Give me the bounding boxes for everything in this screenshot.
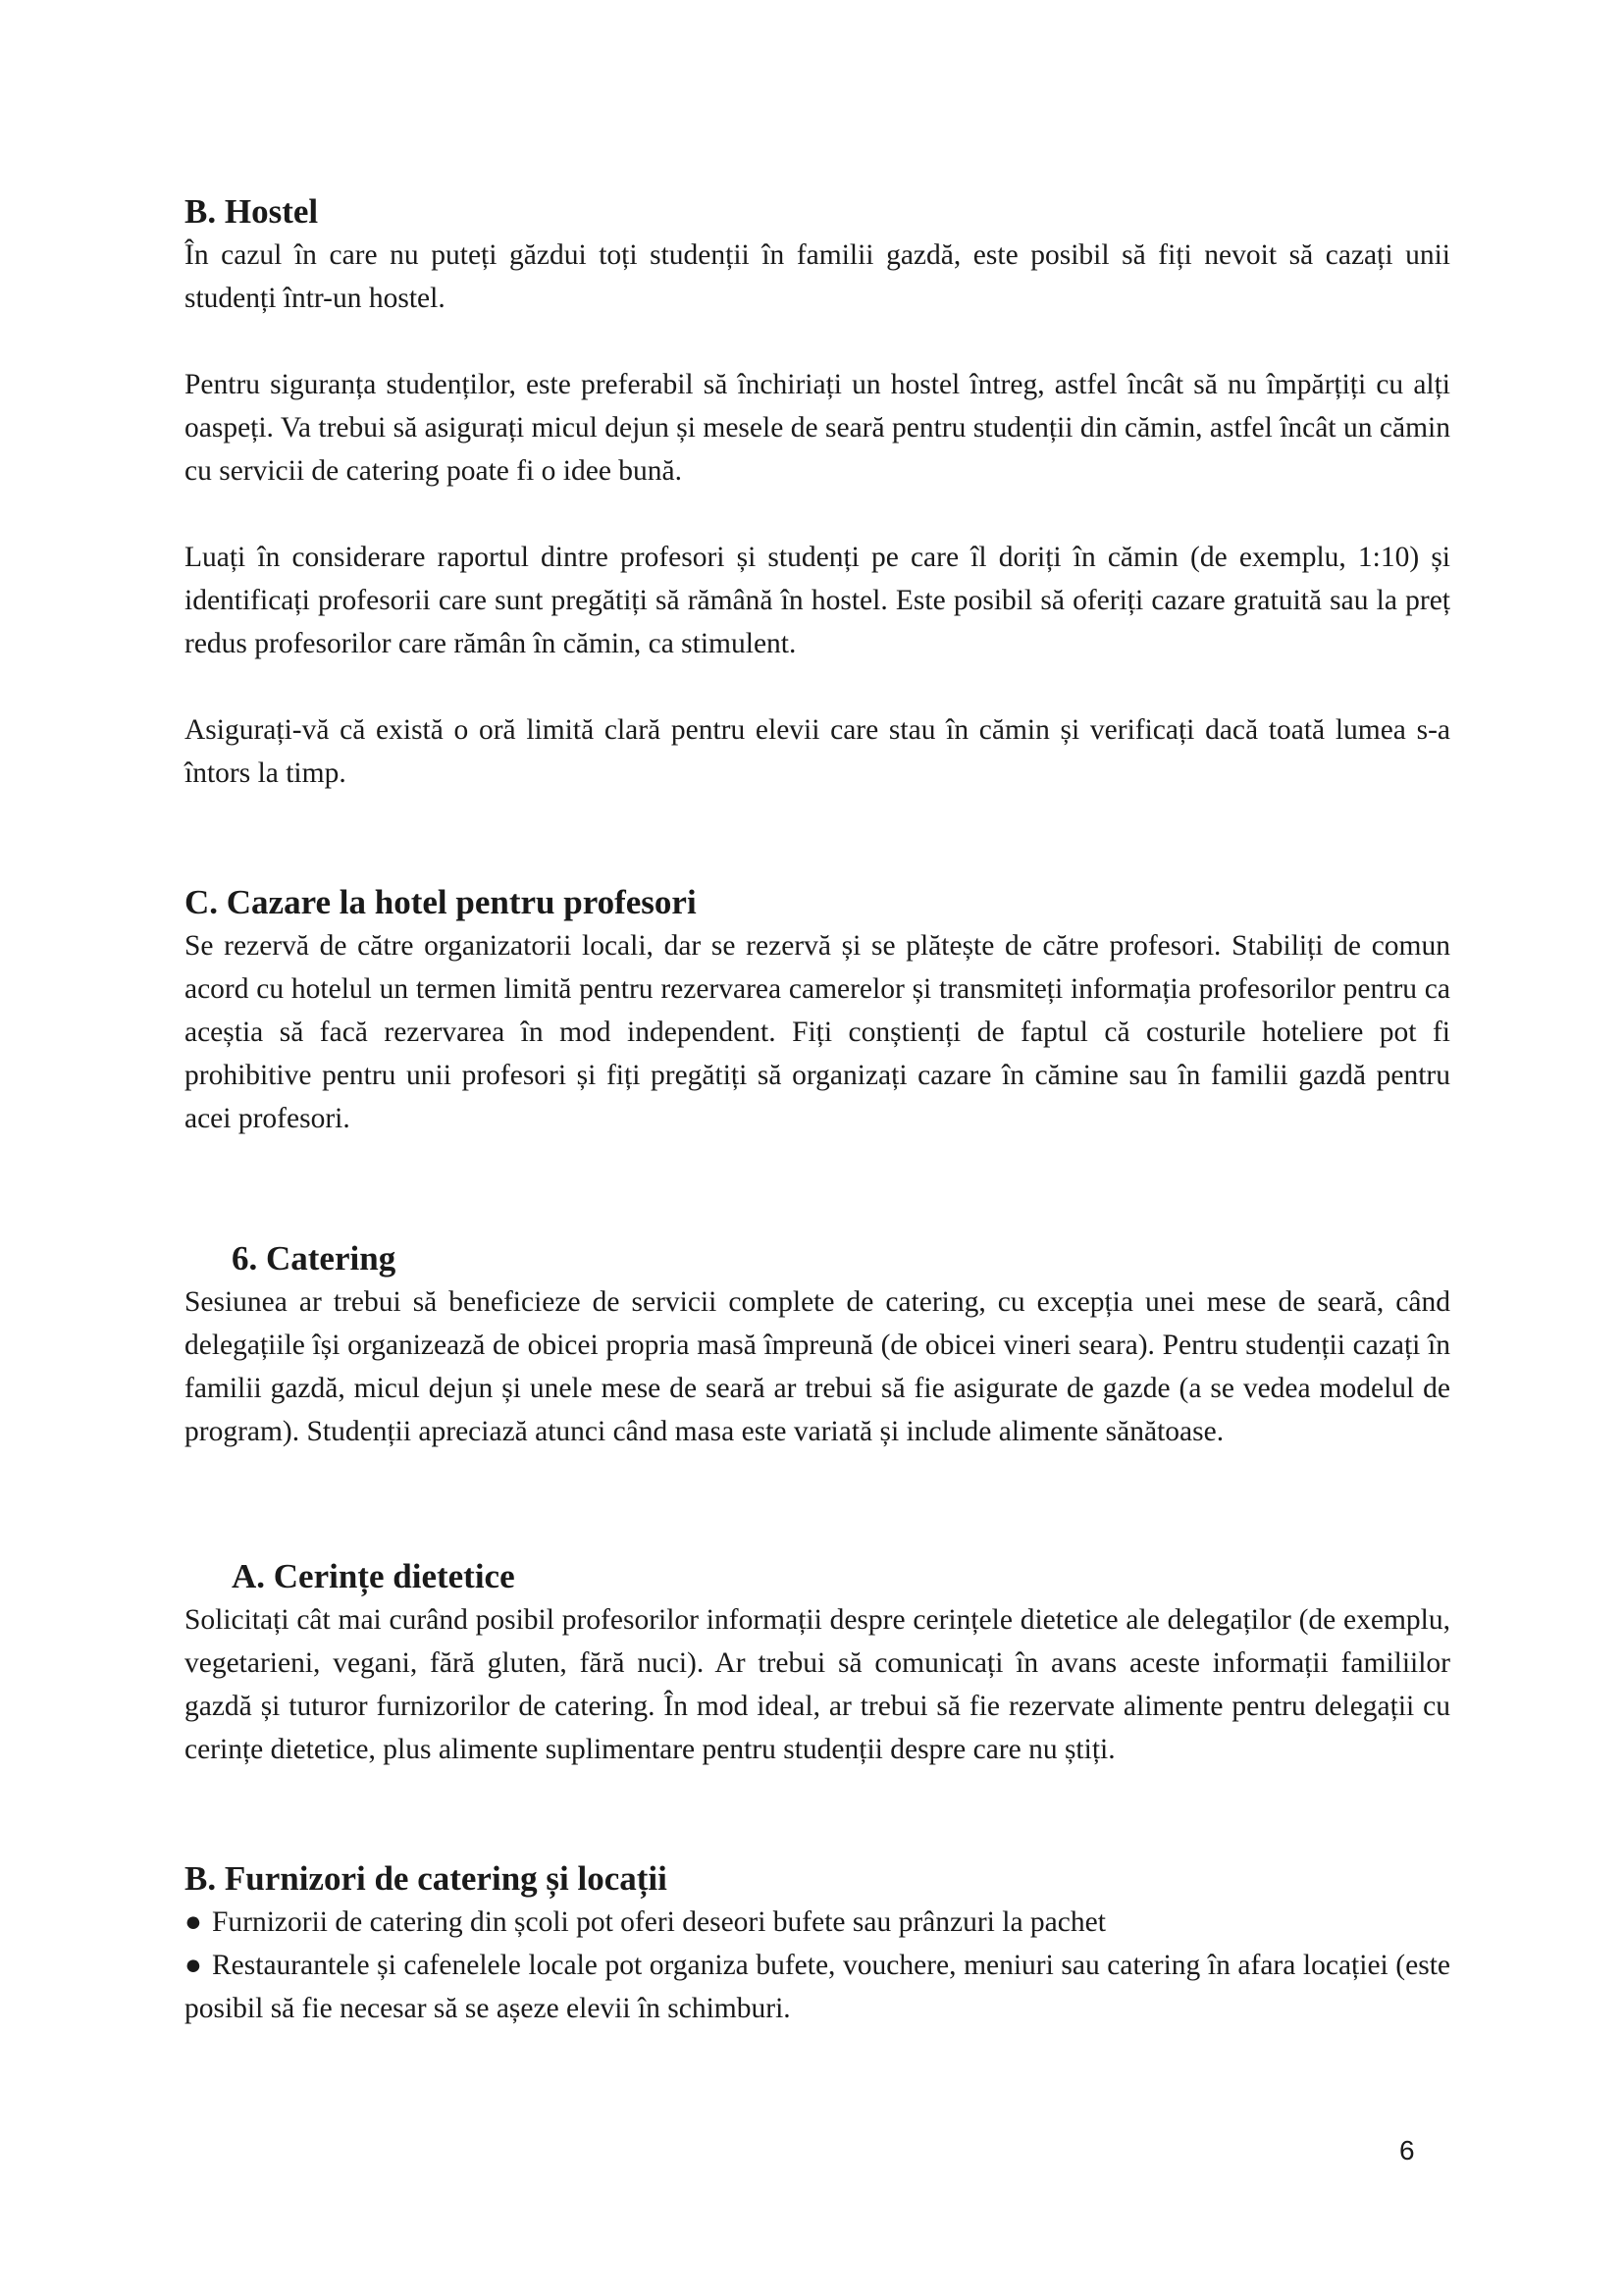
suppliers-bullet-list xyxy=(184,1901,1450,2030)
list-item xyxy=(184,1944,1450,2030)
section-heading-catering: 6. Catering xyxy=(232,1239,396,1278)
bullet-text: Furnizorii de catering din școli pot oferi deseori bufete sau prânzuri la pachet xyxy=(212,1906,1106,1938)
section-heading-dietary: A. Cerințe dietetice xyxy=(232,1557,515,1595)
paragraph-catering: Sesiunea ar trebui să beneficieze de servicii complete de catering, cu excepția unei mese de seară, când delegațiile își organizează de obicei propria masă împreună (de obicei vineri seara). Pentru studenții cazați în familii gazdă, micul dejun și unele mese de seară ar trebui să fie asigurate de gazde (a se vedea modelul de program). Studenții apreciază atunci când masa este variată și include alimente sănătoase. xyxy=(184,1286,1450,1447)
bullet-icon: ● xyxy=(184,1950,202,1981)
document-page xyxy=(184,190,1450,2030)
paragraph-dietary: Solicitați cât mai curând posibil profesorilor informații despre cerințele dietetice ale delegaților (de exemplu, vegetarieni, vegani, fără gluten, fără nuci). Ar trebui să comunicați în avans aceste informații familiilor gazdă și tuturor furnizorilor de catering. În mod ideal, ar trebui să fie rezervate alimente pentru delegații cu cerințe dietetice, plus alimente suplimentare pentru studenții despre care nu știți. xyxy=(184,1604,1450,1765)
list-item xyxy=(184,1901,1450,1944)
bullet-text: Restaurantele și cafenelele locale pot organiza bufete, vouchere, meniuri sau catering în afara locației (este posibil să fie necesar să se așeze elevii în schimburi. xyxy=(184,1950,1450,2024)
paragraph-hostel-safety: Pentru siguranța studenților, este preferabil să închiriați un hostel întreg, astfel încât să nu împărțiți cu alți oaspeți. Va trebui să asigurați micul dejun și mesele de seară pentru studenții din cămin, astfel încât un cămin cu servicii de catering poate fi o idee bună. xyxy=(184,369,1450,487)
section-heading-suppliers: B. Furnizori de catering și locații xyxy=(184,1859,667,1898)
paragraph-hostel-ratio: Luați în considerare raportul dintre profesori și studenți pe care îl doriți în cămin (de exemplu, 1:10) și identificați profesorii care sunt pregătiți să rămână în hostel. Este posibil să oferiți cazare gratuită sau la preț redus profesorilor care rămân în cămin, ca stimulent. xyxy=(184,542,1450,659)
page-number: 6 xyxy=(1399,2135,1415,2165)
paragraph-hotel: Se rezervă de către organizatorii locali, dar se rezervă și se plătește de către profesori. Stabiliți de comun acord cu hotelul un termen limită pentru rezervarea camerelor și transmiteți informația profesorilor pentru ca aceștia să facă rezervarea în mod independent. Fiți conștienți de faptul că costurile hoteliere pot fi prohibitive pentru unii profesori și fiți pregătiți să organizați cazare în cămine sau în familii gazdă pentru acei profesori. xyxy=(184,930,1450,1134)
section-heading-hotel: C. Cazare la hotel pentru profesori xyxy=(184,883,697,921)
section-heading-hostel: B. Hostel xyxy=(184,192,319,231)
bullet-icon: ● xyxy=(184,1906,202,1938)
paragraph-hostel-curfew: Asigurați-vă că există o oră limită clară pentru elevii care stau în cămin și verificați dacă toată lumea s-a întors la timp. xyxy=(184,714,1450,789)
paragraph-hostel-intro: În cazul în care nu puteți găzdui toți studenții în familii gazdă, este posibil să fiți nevoit să cazați unii studenți într-un hostel. xyxy=(184,239,1450,314)
